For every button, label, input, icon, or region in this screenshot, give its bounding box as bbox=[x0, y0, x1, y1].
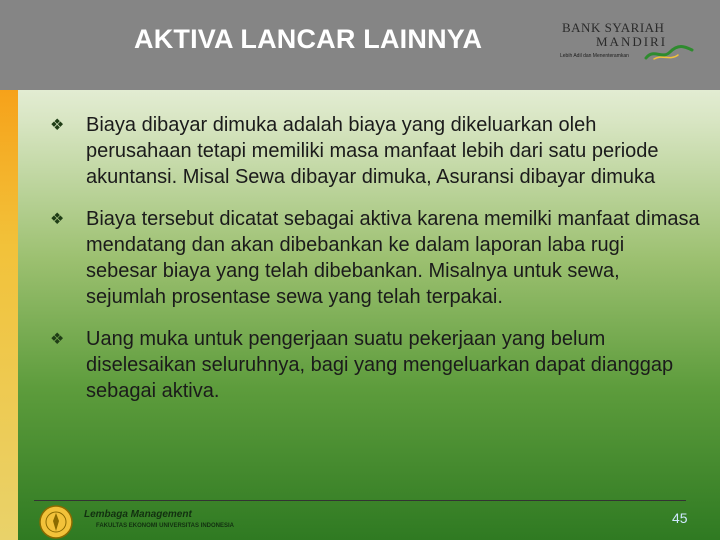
slide-title: AKTIVA LANCAR LAINNYA bbox=[134, 24, 483, 54]
bullet-item bbox=[50, 112, 700, 190]
diamond-bullet-icon: ❖ bbox=[50, 331, 65, 348]
bullet-text: Biaya tersebut dicatat sebagai aktiva karena memilki manfaat dimasa mendatang dan akan dibebankan ke dalam laporan laba rugi sebesar biaya yang telah dibebankan. Misalnya untuk sewa, sejumlah prosentase sewa yang telah terpakai. bbox=[86, 208, 700, 308]
bullet-item bbox=[50, 326, 700, 404]
footer-dept: FAKULTAS EKONOMI UNIVERSITAS INDONESIA bbox=[96, 523, 235, 529]
university-seal-icon bbox=[36, 502, 76, 540]
bank-logo-line1: BANK SYARIAH bbox=[562, 20, 665, 35]
bullet-text: Uang muka untuk pengerjaan suatu pekerjaan yang belum diselesaikan seluruhnya, bagi yang mengeluarkan dapat dianggap sebagai aktiva. bbox=[86, 328, 674, 402]
diamond-bullet-icon: ❖ bbox=[50, 117, 65, 134]
bank-tagline: Lebih Adil dan Menenteramkan bbox=[560, 53, 629, 59]
bank-wave-icon bbox=[644, 44, 694, 62]
diamond-bullet-icon: ❖ bbox=[50, 211, 65, 228]
left-accent-stripe bbox=[0, 90, 18, 540]
header-bar bbox=[0, 0, 720, 90]
page-number: 45 bbox=[672, 510, 688, 526]
bank-logo bbox=[556, 20, 694, 64]
footer-divider bbox=[34, 500, 686, 501]
bank-logo-line2: MANDIRI bbox=[596, 34, 668, 49]
footer-org-name: Lembaga Management bbox=[84, 509, 192, 520]
bullet-list bbox=[50, 112, 700, 420]
bullet-text: Biaya dibayar dimuka adalah biaya yang dikeluarkan oleh perusahaan tetapi memiliki masa manfaat lebih dari satu periode akuntansi. Misal Sewa dibayar dimuka, Asuransi dibayar dimuka bbox=[86, 114, 659, 188]
bullet-item bbox=[50, 206, 700, 310]
